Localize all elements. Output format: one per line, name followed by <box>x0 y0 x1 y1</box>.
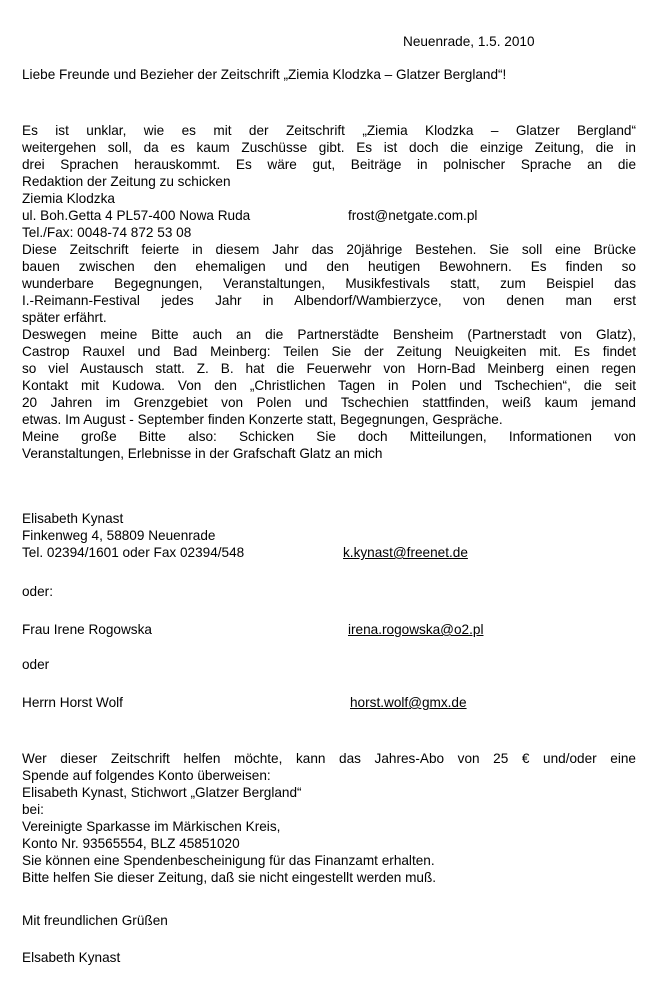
donation-line: Vereinigte Sparkasse im Märkischen Kreis, <box>22 819 281 834</box>
paragraph-line: etwas. Im August - September finden Konzerte statt, Begegnungen, Gespräche. <box>22 412 503 427</box>
paragraph-line: bauen zwischen den ehemaligen und den heutigen Bewohnern. Es finden so <box>22 259 636 274</box>
paragraph-line: 20 Jahren im Grenzgebiet von Polen und Tschechien stattfinden, weiß kaum jemand <box>22 395 636 410</box>
paragraph-line: wunderbare Begegnungen, Veranstaltungen, Musikfestivals statt, zum Beispiel das <box>22 276 636 291</box>
contact-email-link[interactable]: horst.wolf@gmx.de <box>350 695 467 710</box>
paragraph-line: drei Sprachen herauskommt. Es wäre gut, Beiträge in polnischer Sprache an die <box>22 157 636 172</box>
or-label: oder <box>22 657 50 672</box>
donation-line: Sie können eine Spendenbescheinigung für das Finanzamt erhalten. <box>22 853 435 868</box>
contact-name: Herrn Horst Wolf <box>22 695 123 710</box>
or-label: oder: <box>22 584 53 599</box>
signature: Elsabeth Kynast <box>22 950 121 965</box>
paragraph-line: I.-Reimann-Festival jedes Jahr in Albendorf/Wambierzyce, von denen man erst <box>22 293 636 308</box>
place-date: Neuenrade, 1.5. 2010 <box>403 34 535 49</box>
donation-line: Konto Nr. 93565554, BLZ 45851020 <box>22 836 240 851</box>
greeting: Liebe Freunde und Bezieher der Zeitschrift „Ziemia Klodzka – Glatzer Bergland“! <box>22 67 507 82</box>
contact-address: Finkenweg 4, 58809 Neuenrade <box>22 528 216 543</box>
donation-line: Spende auf folgendes Konto überweisen: <box>22 768 271 783</box>
donation-line: Elisabeth Kynast, Stichwort „Glatzer Bergland“ <box>22 785 302 800</box>
donation-line: Wer dieser Zeitschrift helfen möchte, kann das Jahres-Abo von 25 € und/oder eine <box>22 751 636 766</box>
paragraph-line: Redaktion der Zeitung zu schicken <box>22 174 231 189</box>
editorial-phone: Tel./Fax: 0048-74 872 53 08 <box>22 225 192 240</box>
closing: Mit freundlichen Grüßen <box>22 913 168 928</box>
paragraph-line: Diese Zeitschrift feierte in diesem Jahr das 20jährige Bestehen. Sie soll eine Brücke <box>22 242 636 257</box>
paragraph-line: Meine große Bitte also: Schicken Sie doch Mitteilungen, Informationen von <box>22 429 636 444</box>
contact-email-link[interactable]: irena.rogowska@o2.pl <box>348 622 484 637</box>
paragraph-line: Deswegen meine Bitte auch an die Partnerstädte Bensheim (Partnerstadt von Glatz), <box>22 327 636 342</box>
contact-phone: Tel. 02394/1601 oder Fax 02394/548 <box>22 545 245 560</box>
donation-line: Bitte helfen Sie dieser Zeitung, daß sie nicht eingestellt werden muß. <box>22 870 437 885</box>
paragraph-line: später erfährt. <box>22 310 107 325</box>
paragraph-line: so viel Austausch statt. Z. B. hat die Feuerwehr von Horn-Bad Meinberg einen regen <box>22 361 636 376</box>
editorial-address: ul. Boh.Getta 4 PL57-400 Nowa Ruda <box>22 208 251 223</box>
paragraph-line: weitergehen soll, da es kaum Zuschüsse gibt. Es ist doch die einzige Zeitung, die in <box>22 140 636 155</box>
paragraph-line: Es ist unklar, wie es mit der Zeitschrift „Ziemia Klodzka – Glatzer Bergland“ <box>22 123 636 138</box>
paragraph-line: Kontakt mit Kudowa. Von den „Christlichen Tagen in Polen und Tschechien“, die seit <box>22 378 636 393</box>
paragraph-line: Castrop Rauxel und Bad Meinberg: Teilen Sie der Zeitung Neuigkeiten mit. Es findet <box>22 344 636 359</box>
contact-email-link[interactable]: k.kynast@freenet.de <box>343 545 468 560</box>
editorial-email[interactable]: frost@netgate.com.pl <box>348 208 478 223</box>
editorial-name: Ziemia Klodzka <box>22 191 115 206</box>
paragraph-line: Veranstaltungen, Erlebnisse in der Grafschaft Glatz an mich <box>22 446 383 461</box>
contact-name: Elisabeth Kynast <box>22 511 124 526</box>
donation-line: bei: <box>22 802 44 817</box>
contact-name: Frau Irene Rogowska <box>22 622 152 637</box>
